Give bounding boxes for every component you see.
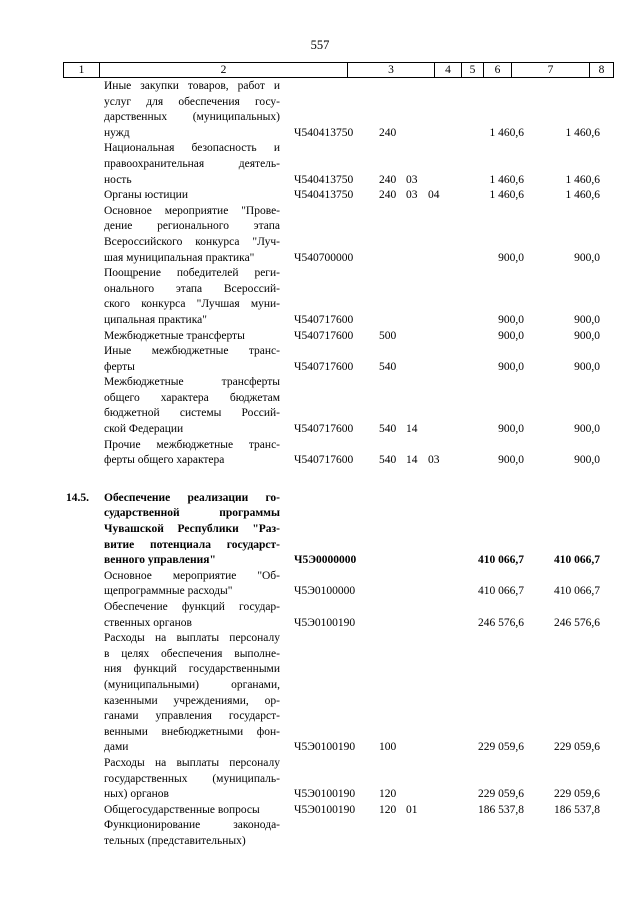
description-line: ганами управления государст- <box>104 710 280 723</box>
target-article-code: Ч5Э0100190 <box>294 788 356 801</box>
header-col-1: 1 <box>64 63 100 77</box>
description-line: ского конкурса "Лучшая муни- <box>104 298 280 311</box>
subsection-code: 04 <box>428 189 440 202</box>
description-line: Иные межбюджетные транс- <box>104 345 280 358</box>
row-description <box>104 569 280 600</box>
description-line: шая муниципальная практика" <box>104 251 255 264</box>
amount-col-7: 1 460,6 <box>489 189 524 202</box>
amount-col-8: 900,0 <box>574 329 600 342</box>
description-line: услуг для обеспечения госу- <box>104 95 280 108</box>
amount-col-7: 900,0 <box>498 313 524 326</box>
description-line: Иные закупки товаров, работ и <box>104 80 280 92</box>
header-col-7: 7 <box>512 63 590 77</box>
amount-col-7: 1 460,6 <box>489 126 524 139</box>
row-description <box>104 344 280 375</box>
table-row <box>0 569 640 600</box>
expense-type-code: 240 <box>379 189 397 202</box>
row-description <box>104 329 280 345</box>
target-article-code: Ч540717600 <box>294 313 354 326</box>
table-row <box>0 803 640 819</box>
amount-col-7: 900,0 <box>498 360 524 373</box>
table-row <box>0 141 640 188</box>
description-line: венными внебюджетными фон- <box>104 725 280 738</box>
amount-col-8: 900,0 <box>574 251 600 264</box>
table-row <box>0 188 640 204</box>
description-line: Органы юстиции <box>104 189 188 202</box>
expense-type-code: 240 <box>379 126 397 139</box>
amount-col-8: 900,0 <box>574 423 600 436</box>
table-row <box>0 375 640 437</box>
description-line: ных) органов <box>104 788 169 801</box>
table-row <box>0 79 640 141</box>
description-line: Обеспечение функций государ- <box>104 601 280 613</box>
table-body <box>0 79 640 850</box>
amount-col-8: 186 537,8 <box>554 803 600 816</box>
description-line: ципальная практика" <box>104 313 207 326</box>
row-spacer <box>0 469 640 491</box>
amount-col-8: 900,0 <box>574 454 600 467</box>
description-line: щепрограммные расходы" <box>104 585 233 598</box>
table-row <box>0 631 640 756</box>
description-line: общего характера бюджетам <box>104 391 280 404</box>
description-line: ской Федерации <box>104 423 184 436</box>
target-article-code: Ч540413750 <box>294 126 354 139</box>
row-number: 14.5. <box>66 491 89 504</box>
description-line: онального этапа Всероссий- <box>104 282 280 295</box>
description-line: ния функций государственными <box>104 663 280 676</box>
description-line: государственных (муниципаль- <box>104 772 280 785</box>
amount-col-8: 229 059,6 <box>554 741 600 754</box>
description-line: бюджетной системы Россий- <box>104 407 280 420</box>
row-description <box>104 204 280 266</box>
amount-col-8: 1 460,6 <box>565 126 600 139</box>
target-article-code: Ч540700000 <box>294 251 354 264</box>
row-description <box>104 141 280 188</box>
description-line: венного управления" <box>104 554 216 567</box>
amount-col-8: 900,0 <box>574 360 600 373</box>
description-line: дами <box>104 741 129 754</box>
table-row <box>0 204 640 266</box>
section-code: 14 <box>406 423 418 436</box>
amount-col-8: 229 059,6 <box>554 788 600 801</box>
expense-type-code: 540 <box>379 423 397 436</box>
amount-col-7: 186 537,8 <box>478 803 524 816</box>
description-line: Расходы на выплаты персоналу <box>104 632 280 645</box>
section-code: 03 <box>406 189 418 202</box>
description-line: Прочие межбюджетные транс- <box>104 438 280 451</box>
expense-type-code: 120 <box>379 803 397 816</box>
row-description <box>104 79 280 141</box>
amount-col-8: 410 066,7 <box>554 585 600 598</box>
header-col-3: 3 <box>348 63 435 77</box>
description-line: ферты общего характера <box>104 454 225 467</box>
description-line: Общегосударственные вопросы <box>104 803 260 816</box>
description-line: Всероссийского конкурса "Луч- <box>104 235 280 248</box>
table-row <box>0 438 640 469</box>
row-description <box>104 188 280 204</box>
table-row <box>0 491 640 569</box>
description-line: Межбюджетные трансферты <box>104 329 245 342</box>
description-line: Расходы на выплаты персоналу <box>104 756 280 769</box>
amount-col-7: 900,0 <box>498 329 524 342</box>
table-row <box>0 344 640 375</box>
expense-type-code: 500 <box>379 329 397 342</box>
amount-col-7: 900,0 <box>498 251 524 264</box>
amount-col-7: 246 576,6 <box>478 616 524 629</box>
amount-col-8: 1 460,6 <box>565 173 600 186</box>
header-col-6: 6 <box>484 63 512 77</box>
header-col-8: 8 <box>598 64 605 76</box>
header-col-5: 5 <box>462 63 484 77</box>
target-article-code: Ч5Э0100190 <box>294 741 356 754</box>
description-line: в целях обеспечения выполне- <box>104 647 280 660</box>
description-line: нужд <box>104 126 130 139</box>
target-article-code: Ч540717600 <box>294 454 354 467</box>
page-number: 557 <box>310 38 330 52</box>
description-line: казенными учреждениями, ор- <box>104 694 280 707</box>
description-line: Функционирование законода- <box>104 819 280 832</box>
target-article-code: Ч540413750 <box>294 189 354 202</box>
description-line: дение регионального этапа <box>104 220 280 233</box>
target-article-code: Ч5Э0100190 <box>294 803 356 816</box>
description-line: Основное мероприятие "Об- <box>104 569 280 582</box>
target-article-code: Ч5Э0100190 <box>294 616 356 629</box>
amount-col-7: 229 059,6 <box>478 788 524 801</box>
row-description <box>104 491 280 569</box>
target-article-code: Ч540413750 <box>294 173 354 186</box>
expense-type-code: 100 <box>379 741 397 754</box>
expense-type-code: 540 <box>379 454 397 467</box>
row-description <box>104 600 280 631</box>
row-description <box>104 818 280 849</box>
target-article-code: Ч540717600 <box>294 329 354 342</box>
table-row <box>0 600 640 631</box>
section-code: 14 <box>406 454 418 467</box>
description-line: ность <box>104 173 132 186</box>
amount-col-7: 1 460,6 <box>489 173 524 186</box>
amount-col-8: 410 066,7 <box>554 554 600 567</box>
row-description <box>104 756 280 803</box>
description-line: Чувашской Республики "Раз- <box>104 523 280 536</box>
amount-col-8: 1 460,6 <box>565 189 600 202</box>
row-description <box>104 631 280 756</box>
subsection-code: 03 <box>428 454 440 467</box>
row-description <box>104 375 280 437</box>
row-description <box>104 438 280 469</box>
amount-col-8: 900,0 <box>574 313 600 326</box>
amount-col-7: 900,0 <box>498 454 524 467</box>
row-description <box>104 266 280 328</box>
description-line: ферты <box>104 360 135 373</box>
row-description <box>104 803 280 819</box>
expense-type-code: 240 <box>379 173 397 186</box>
header-col-2: 2 <box>100 63 348 77</box>
table-row <box>0 266 640 328</box>
description-line: Поощрение победителей реги- <box>104 267 280 280</box>
table-row <box>0 818 640 849</box>
amount-col-8: 246 576,6 <box>554 616 600 629</box>
target-article-code: Ч540717600 <box>294 423 354 436</box>
description-line: сударственной программы <box>104 507 280 520</box>
amount-col-7: 410 066,7 <box>478 585 524 598</box>
header-col-4: 4 <box>435 63 462 77</box>
description-line: ственных органов <box>104 616 192 629</box>
description-line: правоохранительная деятель- <box>104 157 280 170</box>
amount-col-7: 900,0 <box>498 423 524 436</box>
description-line: дарственных (муниципальных) <box>104 111 280 124</box>
description-line: Межбюджетные трансферты <box>104 376 280 389</box>
table-header <box>63 62 614 78</box>
description-line: (муниципальными) органами, <box>104 678 280 691</box>
description-line: витие потенциала государст- <box>104 538 280 551</box>
target-article-code: Ч540717600 <box>294 360 354 373</box>
amount-col-7: 410 066,7 <box>478 554 524 567</box>
description-line: Обеспечение реализации го- <box>104 491 280 504</box>
target-article-code: Ч5Э0100000 <box>294 585 356 598</box>
target-article-code: Ч5Э0000000 <box>294 554 357 567</box>
amount-col-7: 229 059,6 <box>478 741 524 754</box>
section-code: 03 <box>406 173 418 186</box>
expense-type-code: 120 <box>379 788 397 801</box>
description-line: Национальная безопасность и <box>104 142 280 155</box>
section-code: 01 <box>406 803 418 816</box>
description-line: тельных (представительных) <box>104 834 246 847</box>
table-row <box>0 329 640 345</box>
expense-type-code: 540 <box>379 360 397 373</box>
description-line: Основное мероприятие "Прове- <box>104 204 280 217</box>
table-row <box>0 756 640 803</box>
